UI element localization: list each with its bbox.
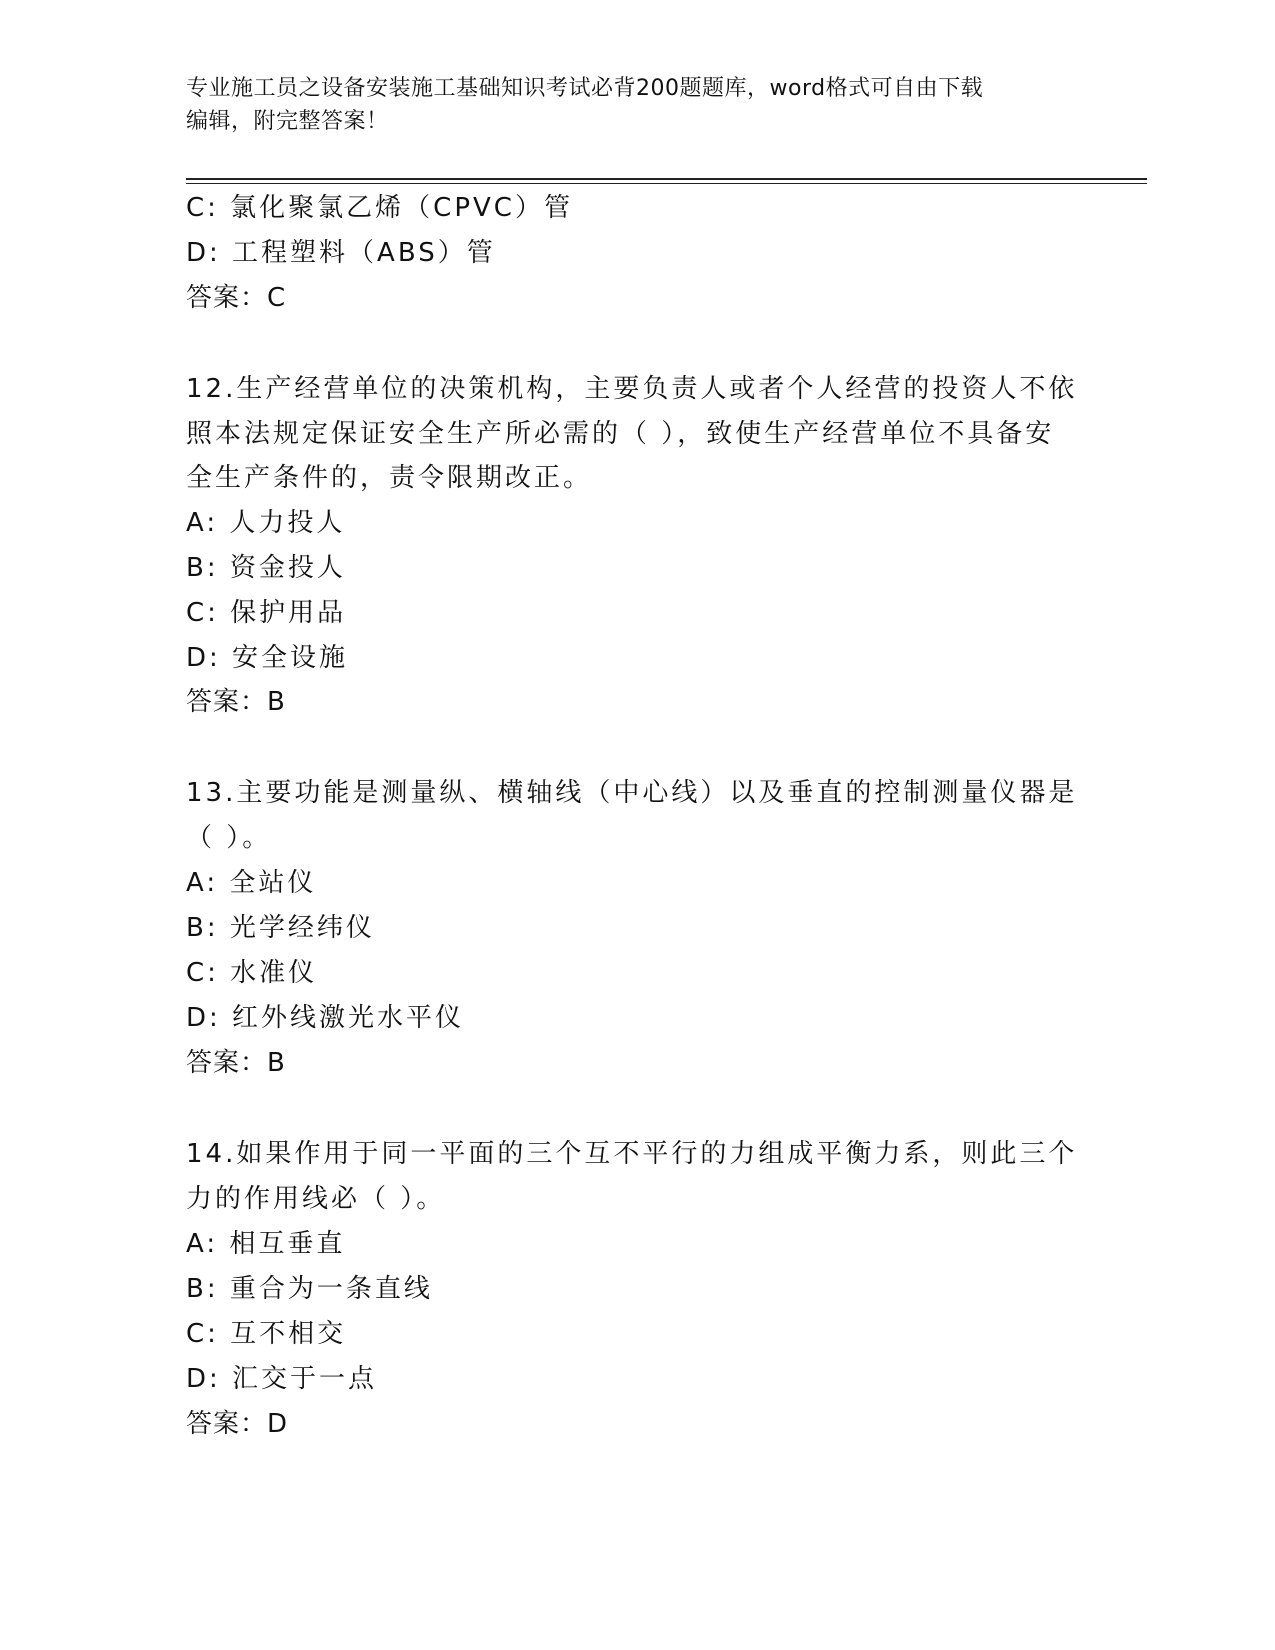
q14-answer: 答案：D: [186, 1409, 289, 1439]
q13-option-d: D: 红外线激光水平仪: [186, 1003, 465, 1033]
q12-option-b: B: 资金投人: [186, 553, 346, 583]
prev-option-c: C: 氯化聚氯乙烯（CPVC）管: [186, 193, 573, 223]
q12-stem-line-3: 全生产条件的，责令限期改正。: [186, 463, 593, 493]
header-divider-thin: [186, 183, 1147, 184]
q12-answer: 答案：B: [186, 687, 286, 717]
header-divider-thick: [186, 178, 1147, 180]
q12-option-d: D: 安全设施: [186, 643, 349, 673]
q14-option-d: D: 汇交于一点: [186, 1364, 378, 1394]
q12-option-a: A: 人力投人: [186, 508, 346, 538]
q14-option-a: A: 相互垂直: [186, 1229, 346, 1259]
q13-stem-line-2: （ ）。: [186, 823, 272, 853]
header-line-2: 编辑，附完整答案！: [186, 109, 389, 134]
q14-stem-line-2: 力的作用线必（ ）。: [186, 1184, 446, 1214]
q14-option-c: C: 互不相交: [186, 1319, 347, 1349]
page-header: [186, 72, 1086, 138]
q13-stem-line-1: 13.主要功能是测量纵、横轴线（中心线）以及垂直的控制测量仪器是: [186, 778, 1078, 808]
q13-answer: 答案：B: [186, 1048, 286, 1078]
q14-option-b: B: 重合为一条直线: [186, 1274, 433, 1304]
q12-stem-line-1: 12.生产经营单位的决策机构，主要负责人或者个人经营的投资人不依: [186, 374, 1078, 404]
q12-option-c: C: 保护用品: [186, 598, 347, 628]
q13-option-c: C: 水准仪: [186, 958, 318, 988]
prev-option-d: D: 工程塑料（ABS）管: [186, 238, 496, 268]
q12-stem-line-2: 照本法规定保证安全生产所必需的（ ），致使生产经营单位不具备安: [186, 419, 1055, 449]
q13-option-b: B: 光学经纬仪: [186, 913, 375, 943]
prev-answer: 答案：C: [186, 283, 287, 313]
q13-option-a: A: 全站仪: [186, 868, 317, 898]
header-line-1: 专业施工员之设备安装施工基础知识考试必背200题题库，word格式可自由下载: [186, 76, 984, 101]
q14-stem-line-1: 14.如果作用于同一平面的三个互不平行的力组成平衡力系，则此三个: [186, 1139, 1078, 1169]
